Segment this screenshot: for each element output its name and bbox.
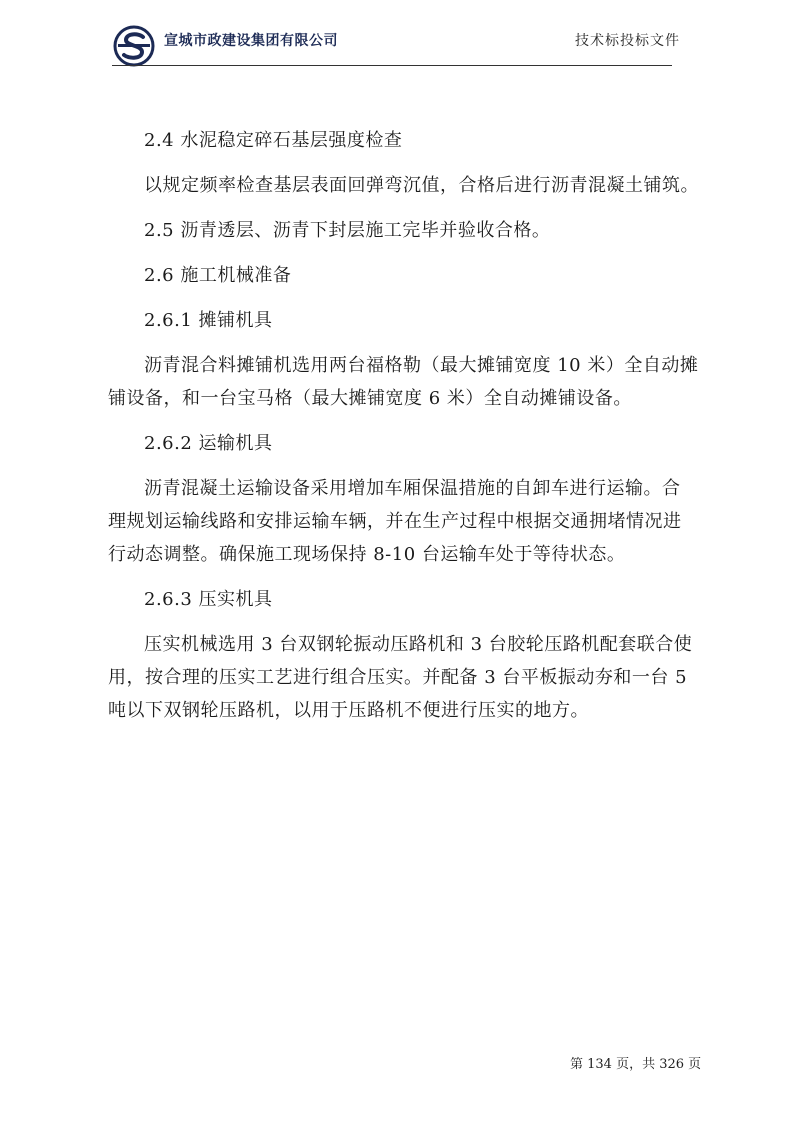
document-type: 技术标投标文件 — [575, 33, 680, 49]
company-logo-icon — [112, 24, 156, 68]
company-name: 宣城市政建设集团有限公司 — [164, 33, 338, 49]
paragraph-line: 压实机械选用 3 台双钢轮振动压路机和 3 台胶轮压路机配套联合使 — [144, 634, 693, 655]
paragraph-line: 用，按合理的压实工艺进行组合压实。并配备 3 台平板振动夯和一台 5 — [108, 667, 688, 688]
paragraph-line: 以规定频率检查基层表面回弹弯沉值，合格后进行沥青混凝土铺筑。 — [144, 175, 699, 196]
paragraph-line: 沥青混凝土运输设备采用增加车厢保温措施的自卸车进行运输。合 — [144, 478, 681, 499]
paragraph-line: 理规划运输线路和安排运输车辆，并在生产过程中根据交通拥堵情况进 — [108, 511, 682, 532]
heading-2-6-1: 2.6.1 摊铺机具 — [144, 310, 273, 331]
paragraph-line: 沥青混合料摊铺机选用两台福格勒（最大摊铺宽度 10 米）全自动摊 — [144, 355, 699, 376]
heading-2-6-3: 2.6.3 压实机具 — [144, 589, 273, 610]
paragraph-line: 铺设备，和一台宝马格（最大摊铺宽度 6 米）全自动摊铺设备。 — [108, 388, 632, 409]
paragraph-line: 吨以下双钢轮压路机，以用于压路机不便进行压实的地方。 — [108, 700, 589, 721]
page-number: 第 134 页，共 326 页 — [570, 1057, 702, 1072]
page-header — [0, 0, 793, 80]
heading-2-4: 2.4 水泥稳定碎石基层强度检查 — [144, 130, 403, 151]
header-divider — [112, 65, 672, 66]
paragraph-line: 行动态调整。确保施工现场保持 8-10 台运输车处于等待状态。 — [108, 544, 626, 565]
heading-2-5: 2.5 沥青透层、沥青下封层施工完毕并验收合格。 — [144, 220, 551, 241]
heading-2-6-2: 2.6.2 运输机具 — [144, 433, 273, 454]
heading-2-6: 2.6 施工机械准备 — [144, 265, 292, 286]
